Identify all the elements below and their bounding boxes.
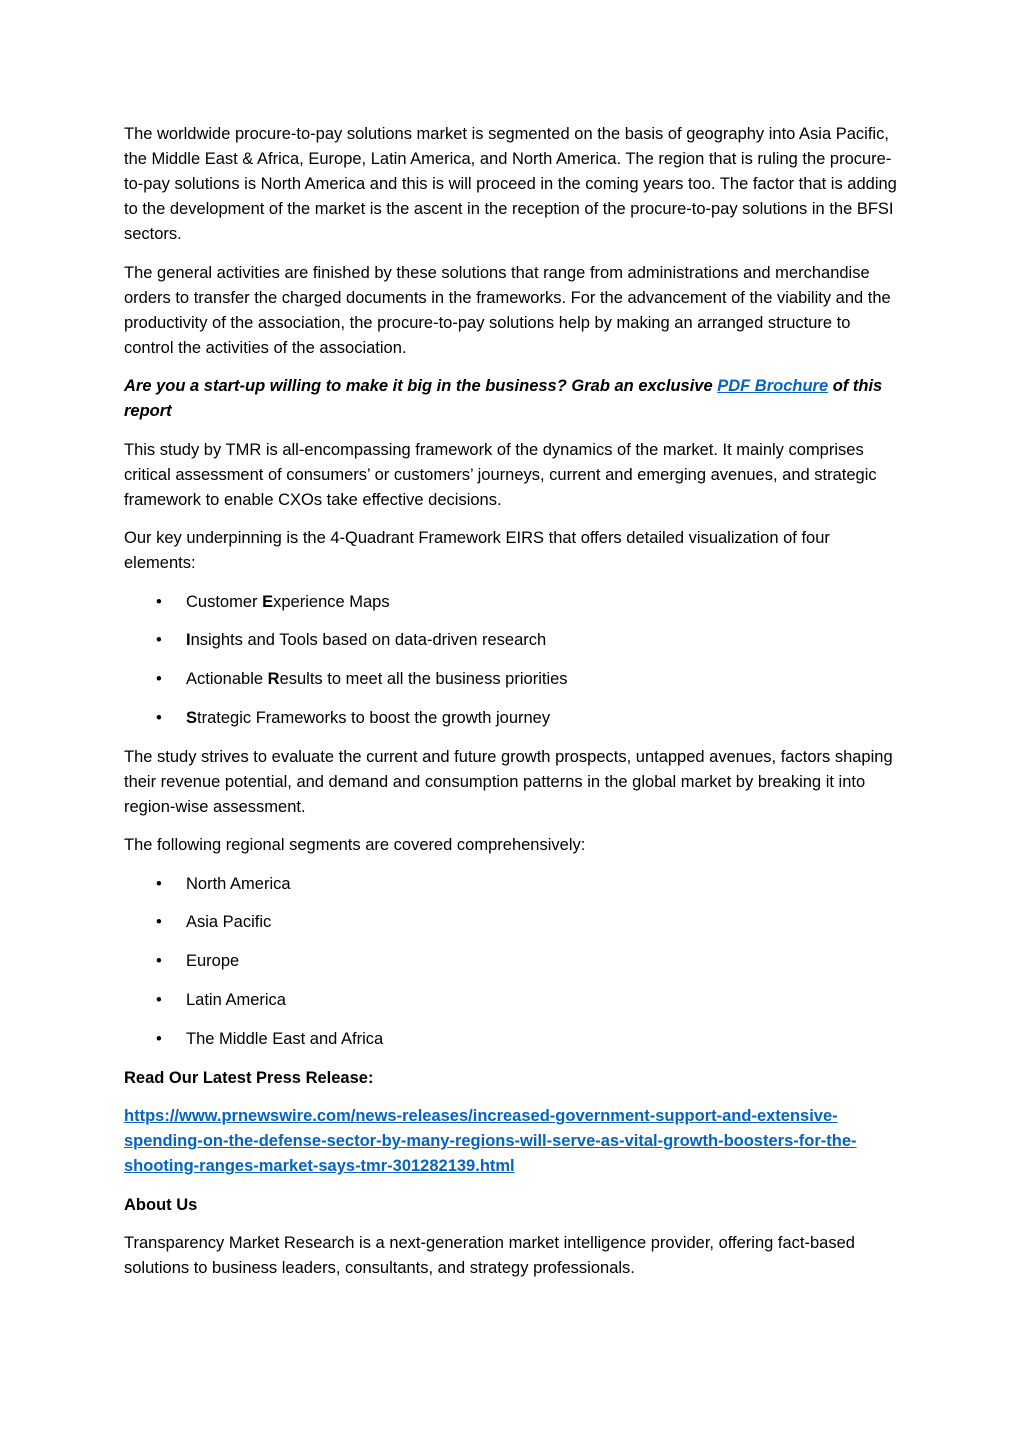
list-item: • Europe [124, 949, 902, 974]
study-paragraph: This study by TMR is all-encompassing framework of the dynamics of the market. It mainly comprises critical assessment of consumers’ or customers’ journeys, current and emerging avenues, and strategic framework to enable CXOs take effective decisions. [124, 440, 877, 509]
list-item: • Asia Pacific [124, 910, 902, 935]
pdf-brochure-link[interactable]: PDF Brochure [717, 377, 829, 395]
list-item: • Insights and Tools based on data-driven research [124, 628, 902, 653]
press-release-heading: Read Our Latest Press Release: [124, 1068, 374, 1087]
eirs-list [124, 590, 902, 731]
list-item: • Latin America [124, 988, 902, 1013]
cta-text-before: Are you a start-up willing to make it big in the business? Grab an exclusive [124, 377, 718, 395]
intro-paragraph: The worldwide procure-to-pay solutions market is segmented on the basis of geography into Asia Pacific, the Middle East & Africa, Europe, Latin America, and North America. The region that is ruling the procure-to-pay solutions is North America and this is will proceed in the coming years too. The factor that is adding to the development of the market is the ascent in the reception of the procure-to-pay solutions in the BFSI sectors. [124, 125, 897, 243]
list-item: • Customer Experience Maps [124, 590, 902, 615]
list-item: • The Middle East and Africa [124, 1027, 902, 1052]
press-release-paragraph [124, 1104, 902, 1179]
document-page [124, 122, 902, 1295]
list-item: • Strategic Frameworks to boost the growth journey [124, 706, 902, 731]
activities-paragraph: The general activities are finished by these solutions that range from administrations and merchandise orders to transfer the charged documents in the frameworks. For the advancement of the viability and the productivity of the association, the procure-to-pay solutions help by making an arranged structure to control the activities of the association. [124, 263, 891, 357]
list-item: • Actionable Results to meet all the business priorities [124, 667, 902, 692]
growth-paragraph: The study strives to evaluate the current and future growth prospects, untapped avenues, factors shaping their revenue potential, and demand and consumption patterns in the global market by breaking it into region-wise assessment. [124, 747, 893, 816]
regions-list [124, 872, 902, 1052]
about-us-paragraph: Transparency Market Research is a next-generation market intelligence provider, offering fact-based solutions to business leaders, consultants, and strategy professionals. [124, 1234, 855, 1278]
brochure-cta [124, 374, 902, 424]
press-release-link[interactable]: https://www.prnewswire.com/news-releases/increased-government-support-and-extensive- spending-on-the-defense-sector-by-many-regions-will-serve-as-vital-growth-boosters-for-the- shooting-ranges-market-says-tmr-301282139.html [124, 1107, 857, 1176]
about-us-heading: About Us [124, 1195, 198, 1214]
regions-intro: The following regional segments are covered comprehensively: [124, 836, 586, 855]
framework-paragraph: Our key underpinning is the 4-Quadrant Framework EIRS that offers detailed visualization of four elements: [124, 529, 830, 572]
list-item: • North America [124, 872, 902, 897]
cta-text-after: of this report [124, 377, 883, 420]
